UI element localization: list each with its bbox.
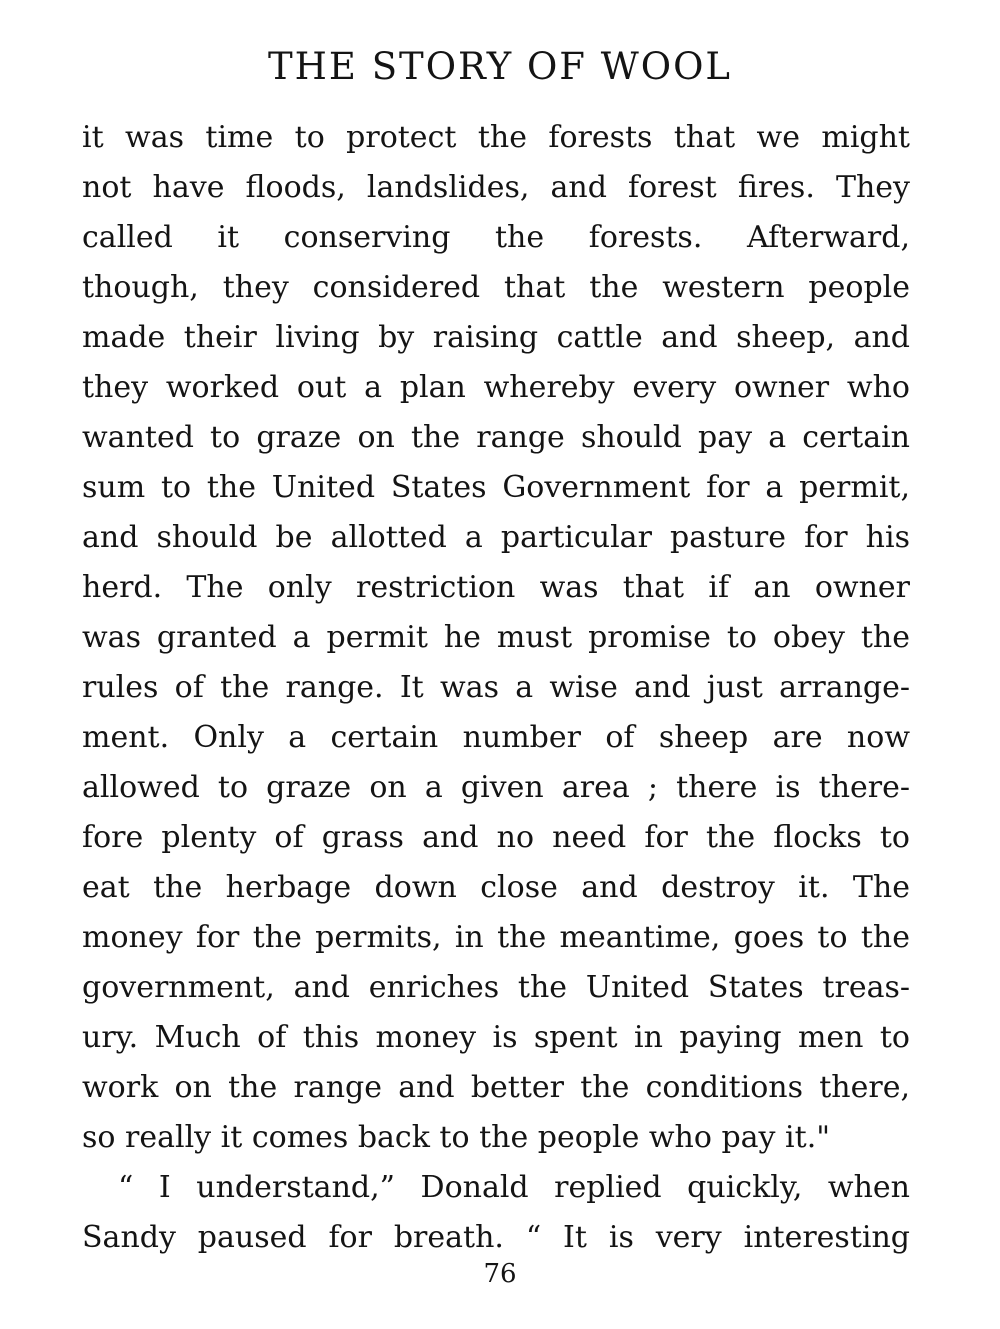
text-line: Sandy paused for breath. “ It is very interesting — [82, 1220, 910, 1255]
text-line: though, they considered that the western people — [82, 270, 910, 305]
text-line: work on the range and better the conditions there, — [82, 1070, 910, 1105]
text-line: rules of the range. It was a wise and just arrange- — [82, 670, 910, 705]
text-line: so really it comes back to the people who pay it." — [82, 1120, 831, 1155]
body-text — [82, 113, 910, 1263]
text-line: money for the permits, in the meantime, goes to the — [82, 920, 910, 955]
text-line: was granted a permit he must promise to obey the — [82, 620, 910, 655]
text-line: allowed to graze on a given area ; there is there- — [82, 770, 910, 805]
text-line: sum to the United States Government for a permit, — [82, 470, 910, 505]
text-line: eat the herbage down close and destroy it. The — [82, 870, 910, 905]
text-line: “ I understand,” Donald replied quickly, when — [118, 1170, 910, 1205]
text-line: made their living by raising cattle and sheep, and — [82, 320, 910, 355]
text-line: fore plenty of grass and no need for the flocks to — [82, 820, 910, 855]
text-line: it was time to protect the forests that we might — [82, 120, 910, 155]
page-number: 76 — [483, 1259, 517, 1289]
text-line: herd. The only restriction was that if an owner — [82, 570, 910, 605]
text-line: ment. Only a certain number of sheep are now — [82, 720, 910, 755]
text-line: they worked out a plan whereby every owner who — [82, 370, 910, 405]
text-line: wanted to graze on the range should pay a certain — [82, 420, 910, 455]
text-line: not have floods, landslides, and forest fires. They — [82, 170, 910, 205]
text-line: and should be allotted a particular pasture for his — [82, 520, 910, 555]
text-line: ury. Much of this money is spent in paying men to — [82, 1020, 910, 1055]
text-line: government, and enriches the United States treas- — [82, 970, 910, 1005]
text-line: called it conserving the forests. Afterward, — [82, 220, 910, 255]
running-head-title: THE STORY OF WOOL — [267, 45, 733, 88]
